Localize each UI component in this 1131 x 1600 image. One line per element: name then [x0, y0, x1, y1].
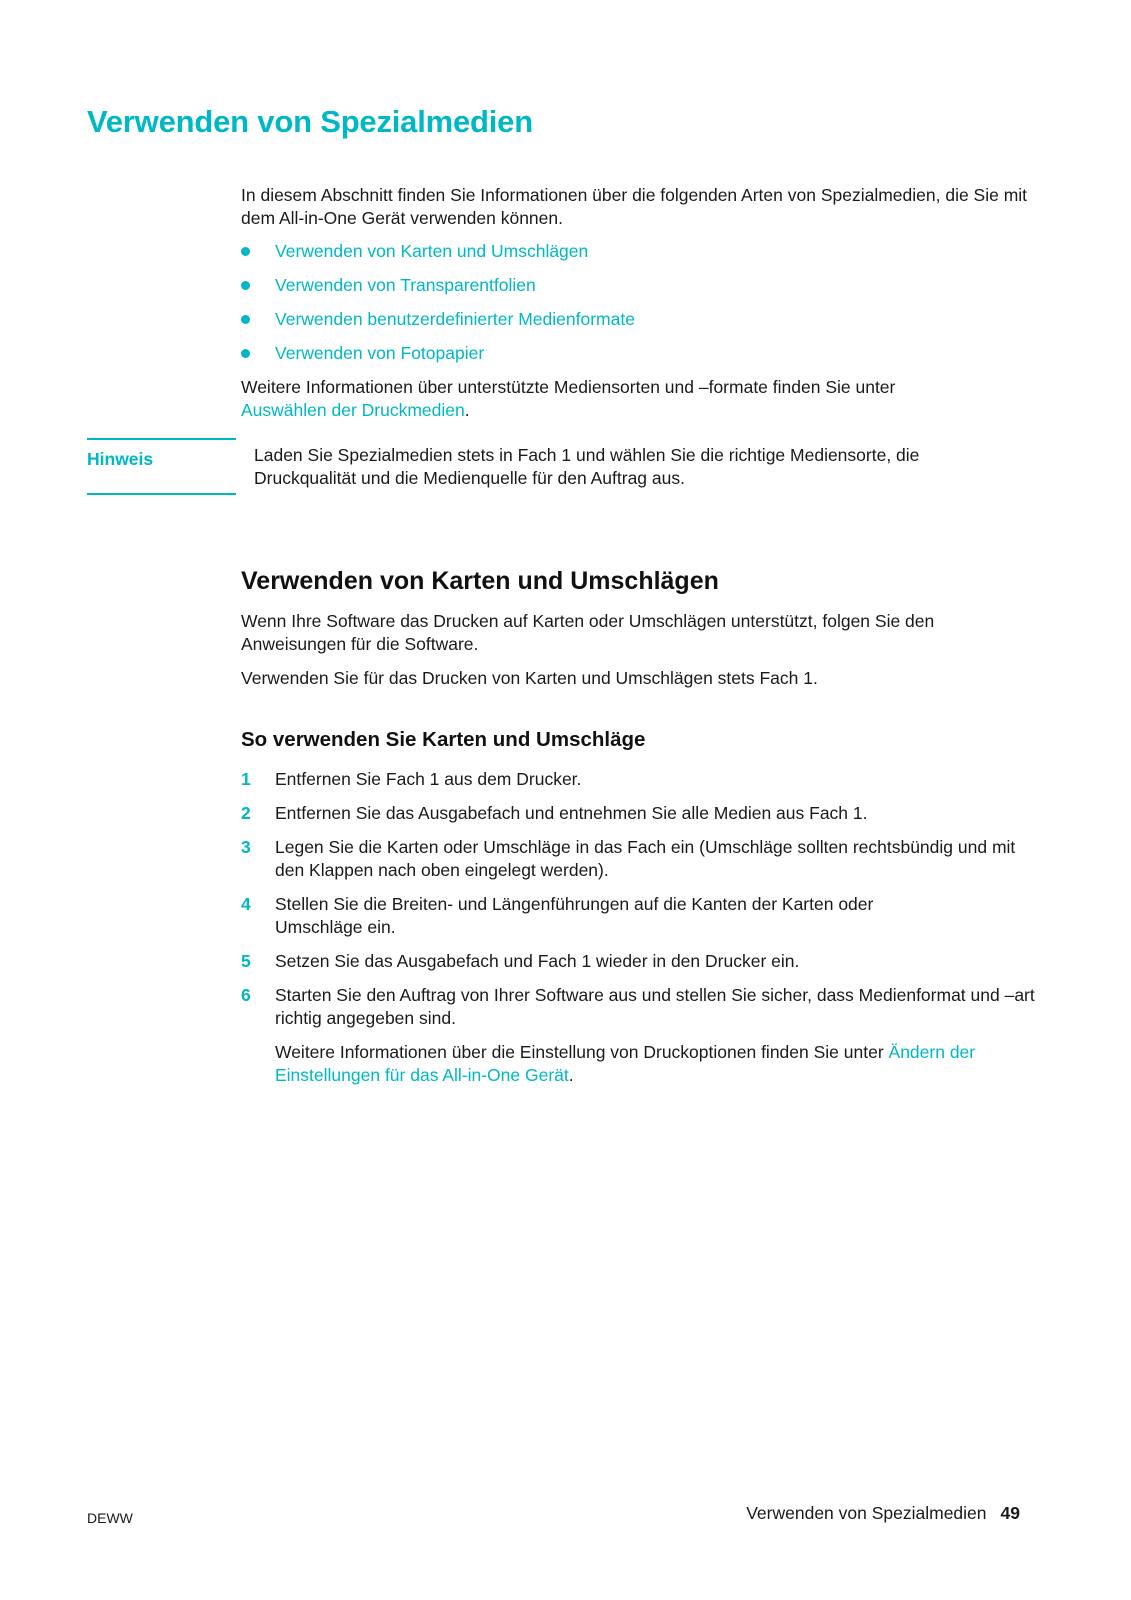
step-item: [241, 893, 1041, 941]
link-transparentfolien[interactable]: Verwenden von Transparentfolien: [275, 275, 536, 295]
step-6-more-info: [275, 1041, 1035, 1087]
link-medienformate[interactable]: Verwenden benutzerdefinierter Medienformate: [275, 309, 635, 329]
step-text: Entfernen Sie das Ausgabefach und entnehmen Sie alle Medien aus Fach 1.: [275, 803, 868, 823]
step-number: 4: [241, 894, 251, 914]
step-number: 1: [241, 769, 251, 789]
link-druckmedien[interactable]: Auswählen der Druckmedien: [241, 400, 465, 420]
link-fotopapier[interactable]: Verwenden von Fotopapier: [275, 343, 485, 363]
step-item: [241, 836, 1041, 884]
step-item: [241, 950, 1041, 974]
step-text: Setzen Sie das Ausgabefach und Fach 1 wieder in den Drucker ein.: [275, 951, 800, 971]
step-text: Stellen Sie die Breiten- und Längenführungen auf die Kanten der Karten oder Umschläge ein.: [275, 894, 874, 937]
procedure-heading: So verwenden Sie Karten und Umschläge: [241, 728, 646, 751]
footer-page-info: [746, 1503, 1020, 1524]
note-label: Hinweis: [87, 449, 154, 469]
section-paragraph-1: Wenn Ihre Software das Drucken auf Karten oder Umschlägen unterstützt, folgen Sie den Anweisungen für die Software.: [241, 611, 935, 654]
footer-doc-code: DEWW: [87, 1510, 133, 1526]
step-number: 6: [241, 985, 251, 1005]
step-number: 5: [241, 951, 251, 971]
more-info-text: Weitere Informationen über unterstützte Mediensorten und –formate finden Sie unter: [241, 377, 896, 397]
note-rule-top: [87, 438, 236, 440]
bullet-icon: [241, 315, 250, 324]
step-6-more-info-text: Weitere Informationen über die Einstellung von Druckoptionen finden Sie unter: [275, 1042, 884, 1062]
note-rule-bottom: [87, 493, 236, 495]
page-number: 49: [1000, 1503, 1020, 1523]
link-einstellungen[interactable]: Ändern der Einstellungen für das All-in-One Gerät: [275, 1042, 976, 1085]
more-info-suffix: .: [464, 400, 470, 420]
page-title: Verwenden von Spezialmedien: [87, 104, 533, 139]
step-text: Starten Sie den Auftrag von Ihrer Software aus und stellen Sie sicher, dass Medienformat und –art richtig angegeben sind.: [275, 985, 1035, 1028]
step-item: [241, 768, 1041, 792]
note-text: Laden Sie Spezialmedien stets in Fach 1 und wählen Sie die richtige Mediensorte, die Druckqualität und die Medienquelle für den Auftrag aus.: [254, 445, 920, 488]
step-text: Legen Sie die Karten oder Umschläge in das Fach ein (Umschläge sollten rechtsbündig und mit den Klappen nach oben eingelegt werden).: [275, 837, 1016, 880]
step-number: 3: [241, 837, 251, 857]
bullet-icon: [241, 247, 250, 256]
step-text: Entfernen Sie Fach 1 aus dem Drucker.: [275, 769, 582, 789]
link-karten-umschlaege[interactable]: Verwenden von Karten und Umschlägen: [275, 241, 589, 261]
step-number: 2: [241, 803, 251, 823]
step-item: [241, 802, 1041, 826]
bullet-icon: [241, 281, 250, 290]
more-info-paragraph: [241, 376, 1041, 422]
step-6-more-info-suffix: .: [568, 1065, 574, 1085]
intro-paragraph: In diesem Abschnitt finden Sie Informationen über die folgenden Arten von Spezialmedien, die Sie mit dem All-in-One Gerät verwenden können.: [241, 185, 1028, 228]
step-item: [241, 984, 1041, 1032]
section-paragraph-2: Verwenden Sie für das Drucken von Karten und Umschlägen stets Fach 1.: [241, 668, 818, 688]
section-heading: Verwenden von Karten und Umschlägen: [241, 567, 719, 595]
footer-chapter-title: Verwenden von Spezialmedien: [746, 1503, 987, 1523]
bullet-icon: [241, 349, 250, 358]
